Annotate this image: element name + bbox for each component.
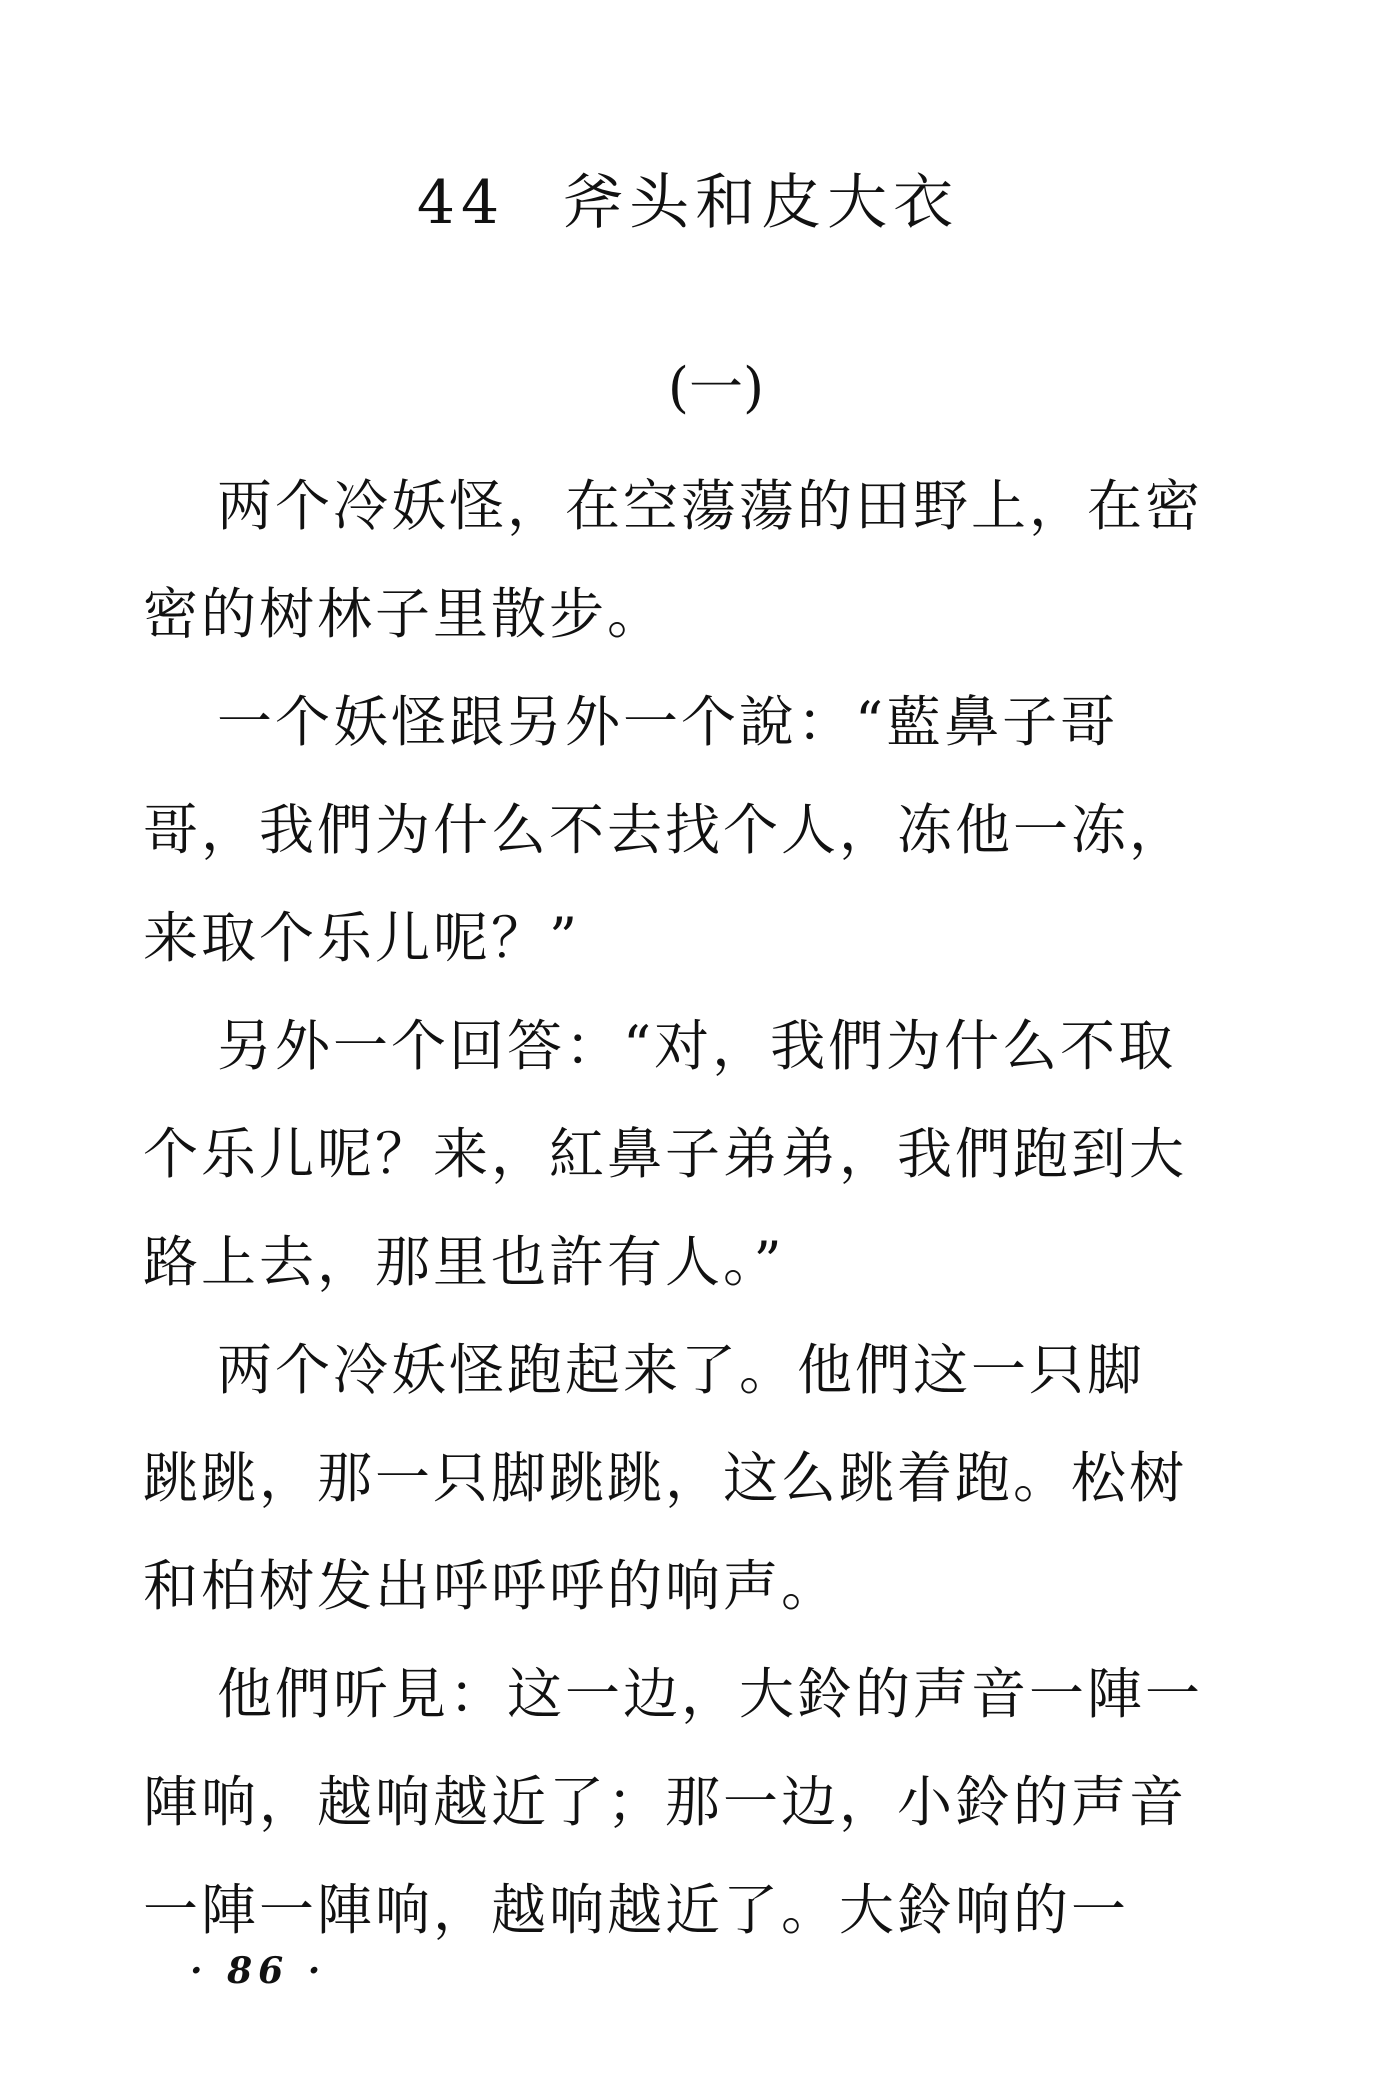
text-line: 另外一个回答：“对，我們为什么不取 [217,1014,1177,1078]
chapter-heading [0,155,1376,241]
paragraph-3 [143,992,1253,1316]
page-number: · 86 · [190,1950,327,1992]
text-line: 哥，我們为什么不去找个人，冻他一冻， [143,798,1188,862]
paragraph-1 [143,452,1253,668]
text-line: 跳跳，那一只脚跳跳，这么跳着跑。松树 [143,1446,1188,1510]
chapter-title: 斧头和皮大衣 [563,168,960,238]
paragraph-5 [143,1640,1253,1964]
text-line: 一陣一陣响，越响越近了。大鈴响的一 [143,1878,1130,1942]
text-line: 个乐儿呢？来，紅鼻子弟弟，我們跑到大 [143,1122,1188,1186]
section-marker: (一) [667,356,765,419]
paragraph-2 [143,668,1253,992]
chapter-number: 44 [416,168,506,238]
text-line: 两个冷妖怪跑起来了。他們这一只脚 [217,1338,1146,1402]
text-line: 两个冷妖怪，在空蕩蕩的田野上，在密 [217,474,1204,538]
text-line: 和柏树发出呼呼呼的响声。 [143,1554,840,1618]
paragraph-4 [143,1316,1253,1640]
text-line: 路上去，那里也許有人。” [143,1230,785,1294]
text-line: 一个妖怪跟另外一个說：“藍鼻子哥 [217,690,1119,754]
text-line: 他們听見：这一边，大鈴的声音一陣一 [217,1662,1204,1726]
text-line: 陣响，越响越近了；那一边，小鈴的声音 [143,1770,1188,1834]
text-line: 密的树林子里散步。 [143,582,666,646]
body-text [143,452,1253,1964]
text-line: 来取个乐儿呢？” [143,906,581,970]
